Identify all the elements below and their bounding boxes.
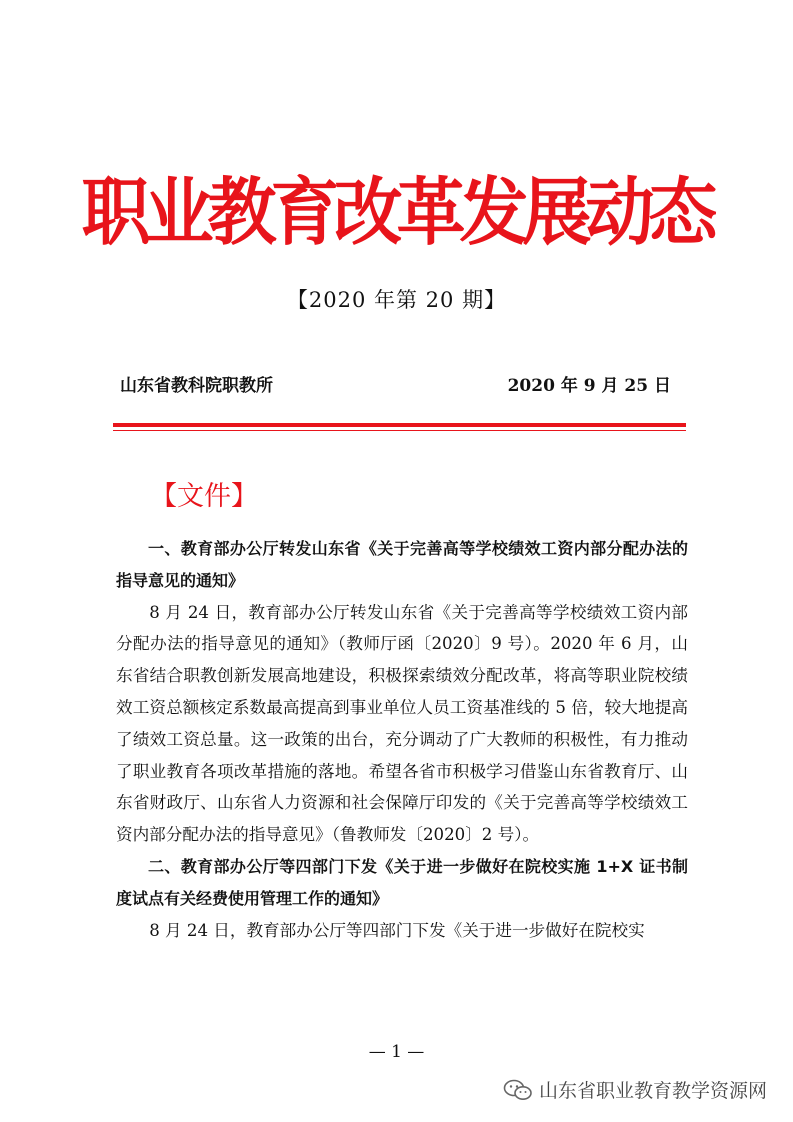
issue-number: 【2020 年第 20 期】 bbox=[286, 288, 507, 312]
article-paragraph: 8 月 24 日，教育部办公厅转发山东省《关于完善高等学校绩效工资内部分配办法的指导意见的通知》（教师厅函〔2020〕9 号）。2020 年 6 月，山东省结合职教创新发展高地建设，积极探索绩效分配改革，将高等职业院校绩效工资总额核定系数最高提高到事业单位人员工资基准线的 5 倍，较大地提高了绩效工资总量。这一政策的出台，充分调动了广大教师的积极性，有力推动了职业教育各项改革措施的落地。希望各省市积极学习借鉴山东省教育厅、山东省财政厅、山东省人力资源和社会保障厅印发的《关于完善高等学校绩效工资内部分配办法的指导意见》（鲁教师发〔2020〕2 号）。 bbox=[116, 602, 688, 845]
page-number: — 1 — bbox=[368, 1042, 425, 1062]
document-body bbox=[116, 533, 688, 946]
article-paragraph: 8 月 24 日，教育部办公厅等四部门下发《关于进一步做好在院校实 bbox=[149, 920, 645, 940]
section-label: 【文件】 bbox=[150, 481, 258, 512]
watermark-text: 山东省职业教育教学资源网 bbox=[538, 1080, 767, 1102]
issue-date: 2020 年 9 月 25 日 bbox=[507, 376, 671, 396]
red-divider-thick bbox=[113, 423, 686, 427]
masthead-title: 职业教育改革发展动态 bbox=[81, 170, 712, 256]
article-heading: 二、教育部办公厅等四部门下发《关于进一步做好在院校实施 1+X 证书制度试点有关经费使用管理工作的通知》 bbox=[116, 856, 688, 908]
wechat-icon bbox=[503, 1079, 533, 1101]
red-divider-thin bbox=[113, 430, 686, 431]
issuing-organization: 山东省教科院职教所 bbox=[120, 376, 273, 396]
watermark bbox=[503, 1076, 767, 1103]
article-heading: 一、教育部办公厅转发山东省《关于完善高等学校绩效工资内部分配办法的指导意见的通知》 bbox=[116, 539, 688, 590]
